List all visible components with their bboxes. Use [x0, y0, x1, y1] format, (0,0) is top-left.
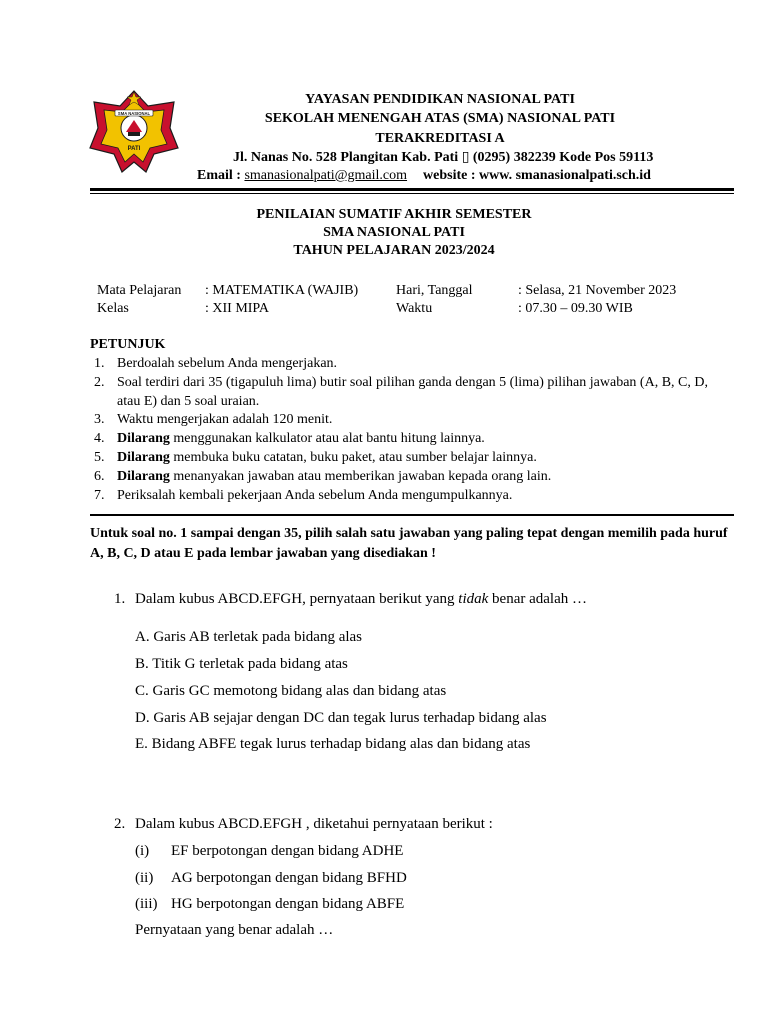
svg-text:PATI: PATI — [127, 146, 141, 152]
answer-option-e[interactable]: E. Bidang ABFE tegak lurus terhadap bidang alas dan bidang atas — [135, 736, 531, 752]
header-rule-thin — [90, 193, 734, 194]
question-text: Dalam kubus ABCD.EFGH , diketahui pernyataan berikut : — [135, 816, 493, 832]
statement-number: (iii) — [135, 896, 158, 912]
instruction-text: Berdoalah sebelum Anda mengerjakan. — [117, 356, 338, 371]
exam-title: PENILAIAN SUMATIF AKHIR SEMESTER — [256, 207, 532, 222]
school-address: Jl. Nanas No. 528 Plangitan Kab. Pati ▯ (0295) 382239 Kode Pos 59113 — [233, 150, 654, 165]
accreditation: TERAKREDITASI A — [375, 131, 505, 146]
instruction-number: 1. — [94, 356, 105, 371]
instruction-number: 4. — [94, 431, 105, 446]
question-number: 1. — [114, 591, 126, 607]
section-divider — [90, 514, 734, 516]
time-value: : 07.30 – 09.30 WIB — [518, 301, 633, 316]
svg-text:SMA NASIONAL: SMA NASIONAL — [117, 111, 151, 116]
multiple-choice-instruction: Untuk soal no. 1 sampai dengan 35, pilih salah satu jawaban yang paling tepat dengan memilih pada huruf A, B, C, D atau E pada lembar jawaban yang disediakan ! — [90, 526, 728, 561]
class-value: : XII MIPA — [205, 301, 270, 316]
answer-option-b[interactable]: B. Titik G terletak pada bidang atas — [135, 656, 348, 672]
header-rule-thick — [90, 188, 734, 191]
instruction-number: 7. — [94, 488, 105, 503]
question-closing: Pernyataan yang benar adalah … — [135, 922, 334, 938]
statement-number: (ii) — [135, 870, 154, 886]
contact-line — [197, 167, 651, 185]
statement-text: AG berpotongan dengan bidang BFHD — [171, 870, 407, 886]
instruction-text: Soal terdiri dari 35 (tigapuluh lima) butir soal pilihan ganda dengan 5 (lima) pilihan jawaban (A, B, C, D, atau E) dan 5 soal uraian. — [117, 375, 708, 409]
time-label: Waktu — [396, 301, 433, 316]
class-label: Kelas — [97, 301, 129, 316]
date-label: Hari, Tanggal — [396, 283, 473, 298]
exam-school: SMA NASIONAL PATI — [323, 225, 465, 240]
instruction-text: Waktu mengerjakan adalah 120 menit. — [117, 412, 333, 427]
instruction-text: Dilarang menggunakan kalkulator atau alat bantu hitung lainnya. — [117, 431, 485, 446]
website-text: website : www. smanasionalpati.sch.id — [423, 168, 651, 183]
instruction-text: Dilarang menanyakan jawaban atau memberikan jawaban kepada orang lain. — [117, 469, 552, 484]
statement-number: (i) — [135, 843, 150, 859]
subject-value: : MATEMATIKA (WAJIB) — [205, 283, 359, 298]
school-logo-icon — [88, 88, 180, 174]
answer-option-c[interactable]: C. Garis GC memotong bidang alas dan bidang atas — [135, 683, 447, 699]
statement-text: HG berpotongan dengan bidang ABFE — [171, 896, 405, 912]
instruction-text: Dilarang membuka buku catatan, buku paket, atau sumber belajar lainnya. — [117, 450, 537, 465]
email-label: Email : — [197, 168, 245, 183]
subject-label: Mata Pelajaran — [97, 283, 182, 298]
date-value: : Selasa, 21 November 2023 — [518, 283, 677, 298]
statement-text: EF berpotongan dengan bidang ADHE — [171, 843, 404, 859]
instruction-number: 2. — [94, 375, 105, 390]
instruction-number: 5. — [94, 450, 105, 465]
exam-year: TAHUN PELAJARAN 2023/2024 — [293, 243, 495, 258]
question-number: 2. — [114, 816, 126, 832]
instruction-number: 6. — [94, 469, 105, 484]
instruction-number: 3. — [94, 412, 105, 427]
instructions-heading: PETUNJUK — [90, 337, 166, 352]
answer-option-a[interactable]: A. Garis AB terletak pada bidang alas — [135, 629, 363, 645]
email-link[interactable]: smanasionalpati@gmail.com — [244, 168, 408, 183]
school-name: SEKOLAH MENENGAH ATAS (SMA) NASIONAL PATI — [264, 111, 616, 126]
question-text: Dalam kubus ABCD.EFGH, pernyataan berikut yang tidak benar adalah … — [135, 591, 587, 607]
foundation-name: YAYASAN PENDIDIKAN NASIONAL PATI — [305, 92, 575, 107]
answer-option-d[interactable]: D. Garis AB sejajar dengan DC dan tegak lurus terhadap bidang alas — [135, 710, 547, 726]
instruction-text: Periksalah kembali pekerjaan Anda sebelum Anda mengumpulkannya. — [117, 488, 513, 503]
